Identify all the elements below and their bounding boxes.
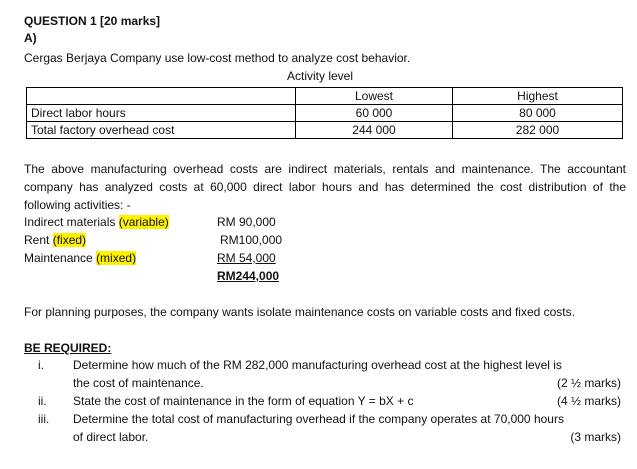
- cost-name: Rent: [24, 233, 50, 247]
- question-title: QUESTION 1 [20 marks]: [24, 14, 161, 28]
- description-paragraph: The above manufacturing overhead costs are indirect materials, rentals and maintenance. The accountant company has analyzed costs at 60,000 direct labor hours and has determined the cost distribution of the following activities: -: [24, 162, 626, 212]
- task-text: of direct labor.: [73, 430, 149, 444]
- required-heading: BE REQUIRED:: [24, 341, 112, 355]
- intro-text: Cergas Berjaya Company use low-cost method to analyze cost behavior.: [24, 51, 411, 65]
- table-cell: Total factory overhead cost: [27, 122, 296, 139]
- table-header-cell: [27, 88, 296, 105]
- table-header-row: [27, 88, 623, 105]
- table-cell: 80 000: [453, 105, 623, 122]
- table-cell: Direct labor hours: [27, 105, 296, 122]
- cost-label-rent: [24, 233, 86, 248]
- table-caption: Activity level: [287, 69, 354, 83]
- cost-tag: (fixed): [52, 233, 87, 247]
- cost-name: Maintenance: [24, 251, 93, 265]
- part-label: A): [24, 31, 37, 45]
- task-number: ii.: [38, 394, 47, 408]
- task-text: State the cost of maintenance in the form of equation Y = bX + c: [73, 394, 414, 408]
- table-cell: 282 000: [453, 122, 623, 139]
- activity-table: [26, 87, 623, 139]
- task-marks: (3 marks): [570, 430, 621, 444]
- task-text: the cost of maintenance.: [73, 376, 204, 390]
- task-number: iii.: [38, 412, 50, 426]
- table-row: [27, 122, 623, 139]
- planning-text: For planning purposes, the company wants isolate maintenance costs on variable costs and fixed costs.: [24, 305, 575, 319]
- cost-tag: (variable): [118, 215, 169, 229]
- cost-total: RM244,000: [217, 269, 280, 283]
- task-text: Determine the total cost of manufacturing overhead if the company operates at 70,000 hours: [73, 412, 564, 426]
- table-header-cell: Highest: [453, 88, 623, 105]
- table-row: [27, 105, 623, 122]
- table-cell: 60 000: [296, 105, 453, 122]
- cost-name: Indirect materials: [24, 215, 116, 229]
- cost-label-maintenance: [24, 251, 136, 266]
- table-cell: 244 000: [296, 122, 453, 139]
- cost-tag: (mixed): [96, 251, 137, 265]
- task-number: i.: [38, 358, 44, 372]
- cost-amount: RM100,000: [220, 233, 283, 247]
- cost-amount: RM 54,000: [217, 251, 276, 265]
- cost-label-indirect: [24, 215, 169, 230]
- cost-amount: RM 90,000: [217, 215, 276, 229]
- task-text: Determine how much of the RM 282,000 manufacturing overhead cost at the highest level is: [73, 358, 562, 372]
- table-header-cell: Lowest: [296, 88, 453, 105]
- task-marks: (4 ½ marks): [556, 394, 621, 408]
- task-marks: (2 ½ marks): [556, 376, 621, 390]
